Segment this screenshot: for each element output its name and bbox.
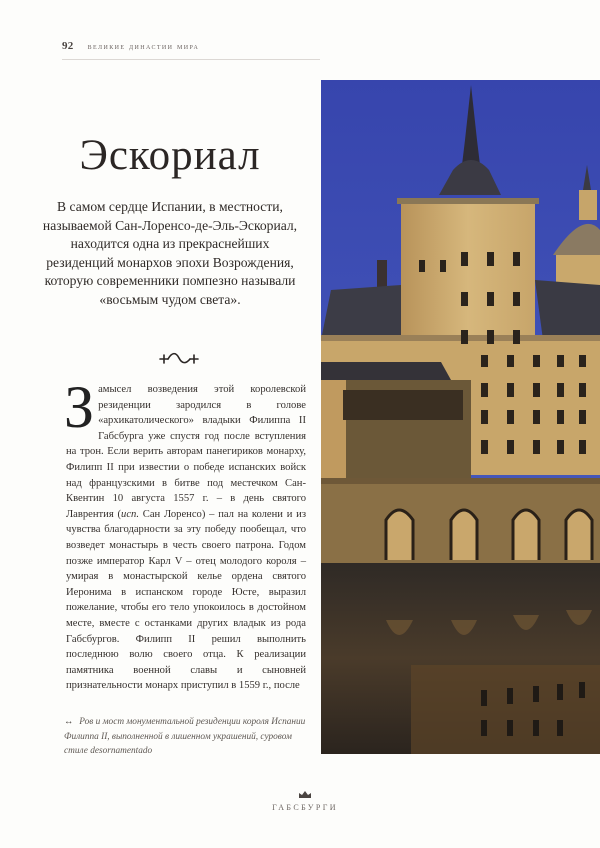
body-text-part2: Сан Лоренсо) – пал на колени и из чувства благодарности за эту победу пообещал, что возведет монастырь в честь своего патрона. Годом позже император Карл V – отец молодого короля – умирая в монастырской келье ордена святого Иеронима в испанском городе Юсте, выразил пожелание, чтобы его тело упокоилось в достойном месте, вместе с останками других владык из рода Габсбургов. Филипп II решил выполнить последнюю волю своего отца. К реализации памятника военной славы и сыновней признательности монарх приступил в 1559 г., после — [66, 508, 307, 692]
photo-caption — [64, 715, 310, 759]
crown-icon — [298, 790, 312, 799]
body-text-part1: амысел возведения этой королевской резиденции зародился в голове «архикатолического» владыки Филиппа II Габсбурга уже спустя год после вступления на трон. Если верить авторам панегириков монарху, Филипп II при известии о победе испанских войск над французскими в битве под местечком Сан-Квентин 10 августа 1557 г. – в день святого Лаврентия ( — [66, 384, 306, 520]
caption-text: Ров и мост монументальной резиденции короля Испании Филиппа II, выполненной в лишенном украшений, суровом стиле desornamentado — [64, 717, 306, 756]
article-body — [64, 374, 307, 694]
escorial-photo — [321, 80, 600, 754]
drop-cap: З — [64, 374, 95, 440]
page-footer — [250, 790, 360, 812]
article-title: Эскориал — [79, 132, 261, 179]
footer-label: ГАБСБУРГИ — [272, 803, 338, 812]
section-title: великие династии мира — [87, 41, 200, 51]
lead-paragraph: В самом сердце Испании, в местности, называемой Сан-Лоренсо-де-Эль-Эскориал, находится одна из прекраснейших резиденций монархов эпохи Возрождения, которую современники помпезно называли «восьмым чудом света». — [42, 199, 298, 307]
running-head — [62, 40, 322, 54]
page-number: 92 — [62, 40, 74, 52]
header-divider — [62, 59, 320, 60]
body-abbreviation: исп. — [121, 508, 139, 520]
flourish-ornament-icon — [156, 349, 202, 369]
double-arrow-icon: ↔ — [64, 717, 74, 727]
